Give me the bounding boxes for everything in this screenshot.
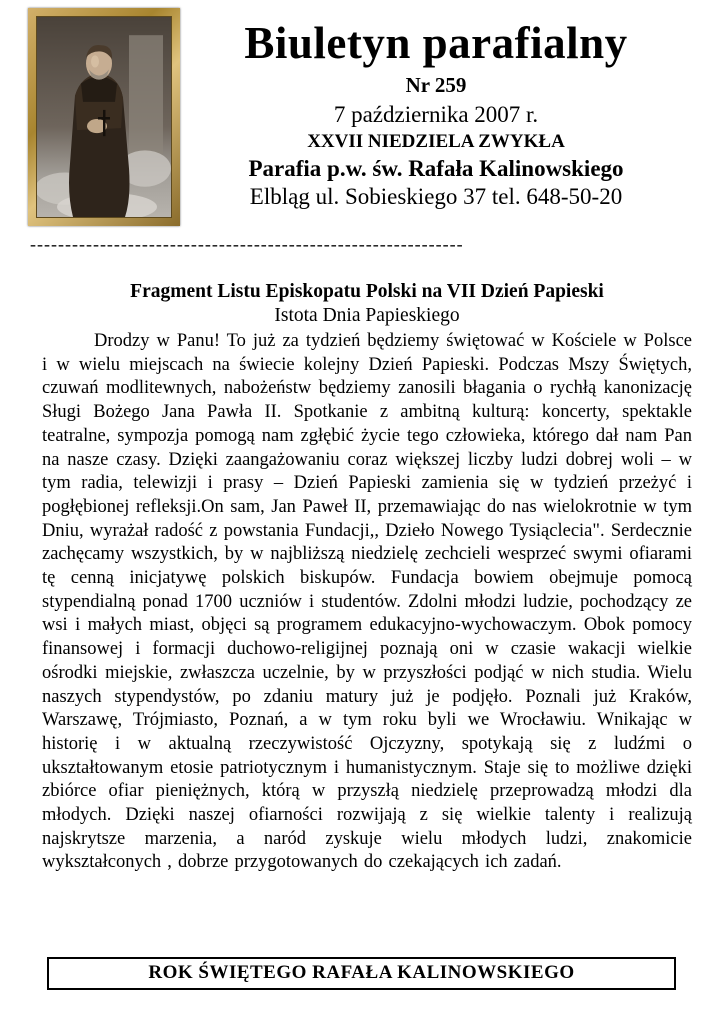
dashed-separator: -------------------------------------------------------------- xyxy=(30,234,464,254)
portrait-frame xyxy=(28,8,180,226)
article-subheading: Istota Dnia Papieskiego xyxy=(274,305,460,326)
article xyxy=(42,281,692,875)
header-text-block xyxy=(180,0,722,209)
sunday-name: XXVII NIEDZIELA ZWYKŁA xyxy=(307,130,565,152)
article-heading: Fragment Listu Episkopatu Polski na VII Dzień Papieski xyxy=(130,281,604,302)
parish-address: Elbląg ul. Sobieskiego 37 tel. 648-50-20 xyxy=(249,183,623,209)
issue-date: 7 października 2007 r. xyxy=(333,101,539,127)
portrait-image xyxy=(36,16,172,218)
parish-name: Parafia p.w. św. Rafała Kalinowskiego xyxy=(248,155,624,181)
bulletin-title: Biuletyn parafialny xyxy=(244,18,628,68)
bulletin-header xyxy=(0,0,722,230)
article-body: Drodzy w Panu! To już za tydzień będziemy świętować w Kościele w Polsce i w wielu miejscach na świecie kolejny Dzień Papieski. Podczas Mszy Świętych, czuwań modlitewnych, nabożeństw będziemy zanosili błagania o rychłą kanonizację Sługi Bożego Jana Pawła II. Spotkanie z ambitną kulturą: koncerty, spektakle teatralne, sympozja pomogą nam zgłębić życie tego człowieka, którego dał nam Pan na nasze czasy. Dzięki zaangażowaniu coraz większej liczby ludzi dobrej woli – w tym radia, telewizji i prasy – Dzień Papieski zamienia się w tydzień przeżyć i pogłębionej refleksji.On sam, Jan Paweł II, przemawiając do nas wielokrotnie w tym Dniu, wyrażał radość z powstania Fundacji,, Dzieło Nowego Tysiąclecia". Serdecznie zachęcamy wszystkich, by w najbliższą niedzielę zechcieli wesprzeć swymi ofiarami tę cenną inicjatywę polskich biskupów. Fundacja bowiem obejmuje pomocą stypendialną ponad 1700 uczniów i studentów. Zdolni młodzi ludzie, pochodzący ze wsi i małych miast, objęci są programem edukacyjno-wychowaczym. Obok pomocy finansowej i formacji duchowo-religijnej poznają oni w czasie wakacji wielkie ośrodki miejskie, zwłaszcza uczelnie, by w przyszłości podjąć w nich studia. Wielu naszych stypendystów, po zdaniu matury już je podjęło. Poznali już Kraków, Warszawę, Trójmiasto, Poznań, a w tym roku byli we Wrocławiu. Wnikając w historię i w aktualną rzeczywistość Ojczyzny, spotykają się z ludźmi o ukształtowanym etosie patriotycznym i humanistycznym. Staje się to możliwe dzięki zbiórce ofiar pieniężnych, którą w przyszłą niedzielę przeprowadzą młodzi dla młodych. Dzięki naszej ofiarności rozwijają z się wielkie talenty i realizują najskrytsze marzenia, a naród zyskuje wielu młodych ludzi, znakomicie wykształconych , dobrze przygotowanych do czekających ich zadań. xyxy=(42,331,692,873)
issue-number: Nr 259 xyxy=(405,73,467,98)
year-banner: ROK ŚWIĘTEGO RAFAŁA KALINOWSKIEGO xyxy=(47,957,676,990)
